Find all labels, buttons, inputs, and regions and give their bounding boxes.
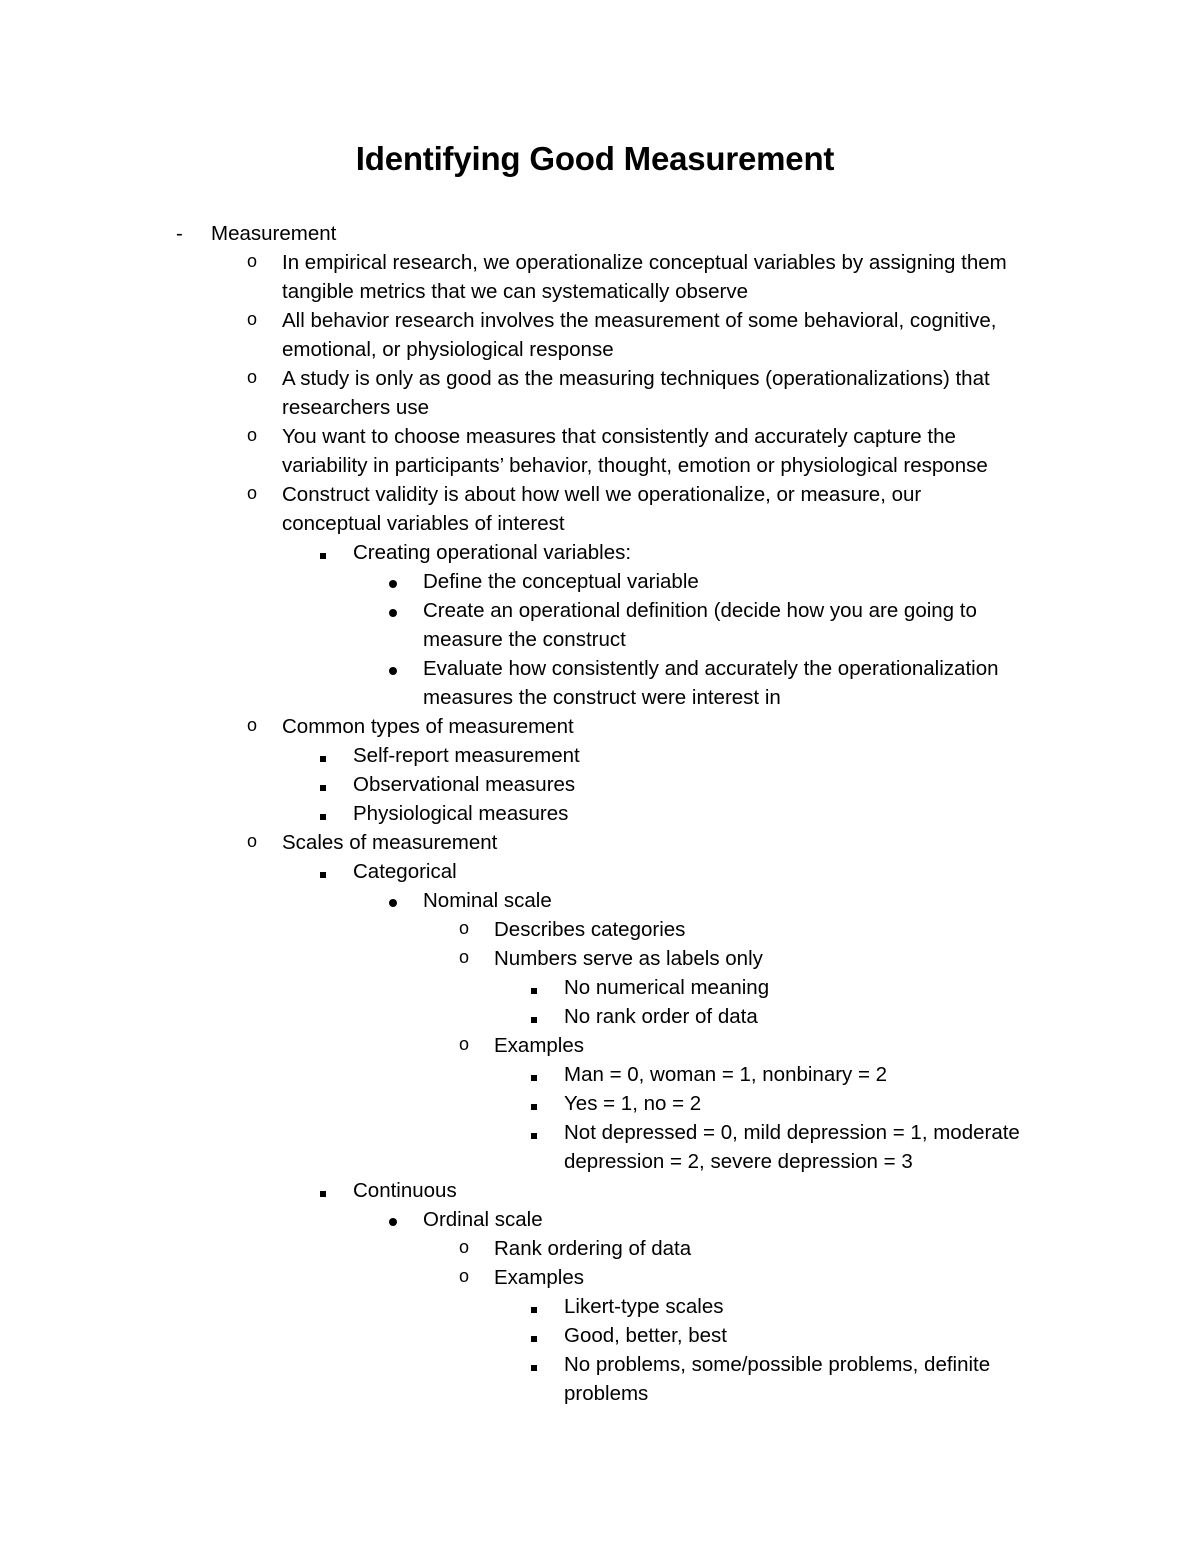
- outline-text: A study is only as good as the measuring techniques (operationalizations) that: [282, 367, 990, 390]
- outline-line: [0, 1321, 1200, 1350]
- outline-line: [0, 1002, 1200, 1031]
- outline-text: Categorical: [353, 860, 457, 883]
- outline-line: [0, 335, 1200, 364]
- outline-line: [0, 393, 1200, 422]
- outline-line: [0, 509, 1200, 538]
- outline-line: [0, 915, 1200, 944]
- outline-text: measure the construct: [423, 628, 626, 651]
- outline-text: Not depressed = 0, mild depression = 1, moderate: [564, 1121, 1020, 1144]
- outline-text: No problems, some/possible problems, definite: [564, 1353, 991, 1376]
- circle-bullet-marker: o: [247, 367, 258, 387]
- outline-text: researchers use: [282, 396, 429, 419]
- dot-bullet-icon: [388, 654, 397, 683]
- square-bullet-icon: [529, 1321, 537, 1350]
- square-bullet-icon: [529, 1292, 537, 1321]
- outline-line: [0, 886, 1200, 915]
- outline-line: [0, 596, 1200, 625]
- outline-line: [0, 1350, 1200, 1379]
- outline-text: No numerical meaning: [564, 976, 770, 999]
- outline-line: [0, 480, 1200, 509]
- outline-text: Construct validity is about how well we operationalize, or measure, our: [282, 483, 922, 506]
- outline-text: Creating operational variables:: [353, 541, 632, 564]
- dot-bullet-icon: [388, 886, 397, 915]
- outline-line: [0, 1060, 1200, 1089]
- outline-text: Numbers serve as labels only: [494, 947, 763, 970]
- outline-text: Examples: [494, 1266, 585, 1289]
- square-bullet-icon: [318, 741, 326, 770]
- square-bullet-icon: [529, 1350, 537, 1379]
- outline-text: variability in participants’ behavior, thought, emotion or physiological response: [282, 454, 988, 477]
- outline-line: [0, 1379, 1200, 1408]
- outline-text: Physiological measures: [353, 802, 569, 825]
- page-title: Identifying Good Measurement: [355, 140, 835, 177]
- outline-text: Define the conceptual variable: [423, 570, 699, 593]
- outline-line: [0, 770, 1200, 799]
- square-bullet-icon: [318, 770, 326, 799]
- outline-line: [0, 422, 1200, 451]
- outline-text: Nominal scale: [423, 889, 552, 912]
- square-bullet-icon: [529, 1118, 537, 1147]
- outline-line: [0, 1263, 1200, 1292]
- outline-text: Man = 0, woman = 1, nonbinary = 2: [564, 1063, 888, 1086]
- outline-line: [0, 1205, 1200, 1234]
- outline-line: [0, 1176, 1200, 1205]
- dot-bullet-icon: [388, 567, 397, 596]
- outline-line: [0, 248, 1200, 277]
- square-bullet-icon: [318, 538, 326, 567]
- outline-text: Ordinal scale: [423, 1208, 543, 1231]
- outline-text: Self-report measurement: [353, 744, 580, 767]
- outline-line: [0, 219, 1200, 248]
- outline-line: [0, 944, 1200, 973]
- outline-text: Scales of measurement: [282, 831, 498, 854]
- outline-list: [0, 219, 1200, 1408]
- outline-text: Continuous: [353, 1179, 457, 1202]
- square-bullet-icon: [318, 1176, 326, 1205]
- circle-bullet-marker: o: [247, 251, 258, 271]
- outline-line: [0, 538, 1200, 567]
- circle-bullet-marker: o: [459, 1266, 470, 1286]
- circle-bullet-marker: o: [247, 483, 258, 503]
- circle-bullet-marker: o: [247, 425, 258, 445]
- outline-line: [0, 364, 1200, 393]
- outline-line: [0, 828, 1200, 857]
- square-bullet-icon: [529, 1089, 537, 1118]
- outline-text: You want to choose measures that consistently and accurately capture the: [282, 425, 956, 448]
- outline-text: Measurement: [211, 222, 337, 245]
- dash-bullet-marker: -: [176, 222, 183, 245]
- outline-text: measures the construct were interest in: [423, 686, 781, 709]
- dot-bullet-icon: [388, 596, 397, 625]
- square-bullet-icon: [529, 973, 537, 1002]
- outline-text: All behavior research involves the measurement of some behavioral, cognitive,: [282, 309, 997, 332]
- outline-line: [0, 306, 1200, 335]
- circle-bullet-marker: o: [459, 947, 470, 967]
- circle-bullet-marker: o: [459, 918, 470, 938]
- dot-bullet-icon: [388, 1205, 397, 1234]
- outline-text: tangible metrics that we can systematically observe: [282, 280, 749, 303]
- outline-text: Describes categories: [494, 918, 686, 941]
- outline-line: [0, 277, 1200, 306]
- outline-text: problems: [564, 1382, 649, 1405]
- outline-line: [0, 654, 1200, 683]
- square-bullet-icon: [318, 799, 326, 828]
- circle-bullet-marker: o: [247, 715, 258, 735]
- outline-line: [0, 451, 1200, 480]
- outline-line: [0, 1234, 1200, 1263]
- square-bullet-icon: [529, 1060, 537, 1089]
- circle-bullet-marker: o: [247, 309, 258, 329]
- outline-line: [0, 567, 1200, 596]
- outline-line: [0, 712, 1200, 741]
- outline-text: No rank order of data: [564, 1005, 758, 1028]
- outline-line: [0, 1292, 1200, 1321]
- outline-text: Good, better, best: [564, 1324, 727, 1347]
- outline-line: [0, 683, 1200, 712]
- outline-text: Rank ordering of data: [494, 1237, 692, 1260]
- outline-line: [0, 857, 1200, 886]
- outline-line: [0, 799, 1200, 828]
- circle-bullet-marker: o: [459, 1237, 470, 1257]
- outline-line: [0, 1089, 1200, 1118]
- outline-line: [0, 625, 1200, 654]
- outline-text: Yes = 1, no = 2: [564, 1092, 702, 1115]
- outline-line: [0, 973, 1200, 1002]
- outline-text: Examples: [494, 1034, 585, 1057]
- outline-text: depression = 2, severe depression = 3: [564, 1150, 913, 1173]
- outline-line: [0, 741, 1200, 770]
- outline-text: emotional, or physiological response: [282, 338, 614, 361]
- circle-bullet-marker: o: [247, 831, 258, 851]
- outline-text: Evaluate how consistently and accurately the operationalization: [423, 657, 999, 680]
- outline-text: Observational measures: [353, 773, 576, 796]
- square-bullet-icon: [318, 857, 326, 886]
- outline-text: Likert-type scales: [564, 1295, 724, 1318]
- outline-text: conceptual variables of interest: [282, 512, 565, 535]
- circle-bullet-marker: o: [459, 1034, 470, 1054]
- outline-text: Create an operational definition (decide how you are going to: [423, 599, 977, 622]
- outline-line: [0, 1147, 1200, 1176]
- outline-line: [0, 1118, 1200, 1147]
- outline-text: Common types of measurement: [282, 715, 574, 738]
- square-bullet-icon: [529, 1002, 537, 1031]
- outline-line: [0, 1031, 1200, 1060]
- outline-text: In empirical research, we operationalize conceptual variables by assigning them: [282, 251, 1007, 274]
